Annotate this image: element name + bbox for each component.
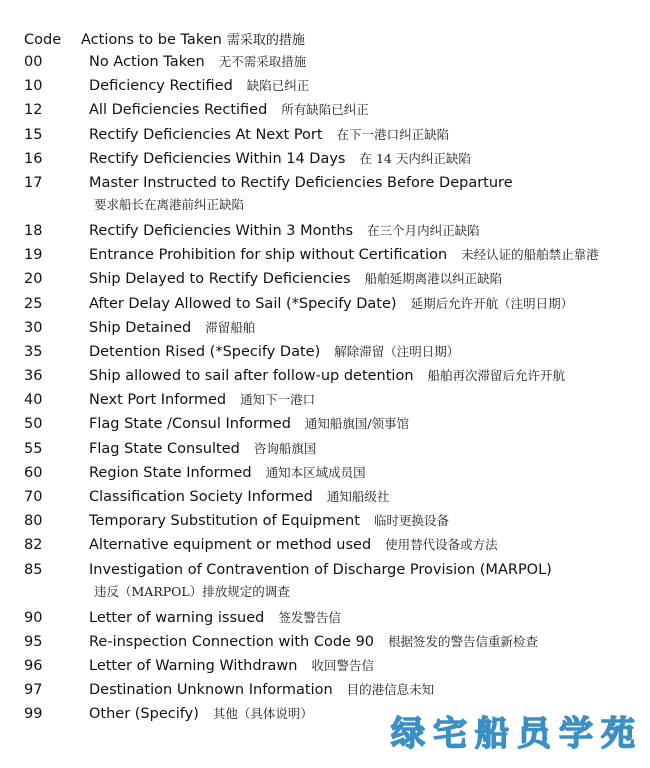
code-row-82: [24, 535, 644, 559]
actions-column-header: [81, 30, 305, 51]
row-desc-cn: 解除滞留（注明日期）: [334, 343, 460, 359]
row-description: [89, 439, 316, 459]
code-row-85: [24, 560, 644, 608]
row-desc-cn: 目的港信息未知: [346, 682, 435, 698]
row-desc-en: Flag State /Consul Informed: [89, 416, 291, 433]
row-code: 80: [24, 513, 43, 530]
row-desc-cn: 违反（MARPOL）排放规定的调查: [94, 583, 290, 599]
code-row-36: [24, 366, 644, 390]
row-description: [89, 366, 565, 386]
code-row-15: [24, 125, 644, 149]
code-row-10: [24, 76, 644, 100]
code-row-55: [24, 439, 644, 463]
row-code: 97: [24, 682, 43, 699]
row-desc-en: Rectify Deficiencies Within 3 Months: [89, 222, 354, 239]
row-description: [89, 221, 480, 241]
row-desc-cn: 在 14 天内纠正缺陷: [359, 150, 471, 166]
row-description: [89, 656, 374, 676]
row-code: 50: [24, 416, 43, 433]
row-desc-en: Temporary Substitution of Equipment: [89, 513, 360, 530]
row-desc-en: Deficiency Rectified: [89, 78, 233, 95]
row-code: 19: [24, 247, 43, 264]
row-description: [89, 511, 449, 531]
row-description: [89, 76, 309, 96]
row-desc-en: Ship Delayed to Rectify Deficiencies: [89, 271, 351, 288]
row-desc-en: Region State Informed: [89, 464, 252, 481]
row-desc-en: Rectify Deficiencies At Next Port: [89, 126, 323, 143]
row-code: 16: [24, 150, 43, 167]
code-row-17: [24, 173, 644, 221]
row-desc-cn: 在下一港口纠正缺陷: [336, 126, 450, 142]
row-description: [89, 680, 434, 700]
row-code: 40: [24, 392, 43, 409]
code-row-50: [24, 414, 644, 438]
row-desc-cn: 签发警告信: [278, 609, 341, 625]
row-desc-en: Letter of Warning Withdrawn: [89, 657, 298, 674]
row-code: 96: [24, 657, 43, 674]
row-code: 10: [24, 78, 43, 95]
row-desc-cn: 其他（具体说明）: [212, 706, 313, 722]
row-code: 90: [24, 609, 43, 626]
row-code: 60: [24, 464, 43, 481]
row-desc-cn: 滞留船舶: [205, 319, 256, 335]
row-desc-cn: 通知本区域成员国: [265, 464, 366, 480]
row-desc-en: Flag State Consulted: [89, 440, 240, 457]
code-row-00: [24, 52, 644, 76]
row-description: [89, 535, 498, 555]
code-row-12: [24, 100, 644, 124]
row-desc-cn: 要求船长在离港前纠正缺陷: [94, 196, 245, 212]
row-description: [89, 608, 341, 628]
row-desc-cn: 延期后允许开航（注明日期）: [410, 295, 574, 311]
row-desc-en: Detention Rised (*Specify Date): [89, 343, 321, 360]
code-row-25: [24, 294, 644, 318]
row-description: [89, 342, 459, 362]
row-description: [89, 414, 409, 434]
row-description: [89, 100, 369, 120]
row-code: 36: [24, 368, 43, 385]
row-desc-cn: 通知船级社: [326, 489, 390, 504]
code-column-header: Code: [24, 32, 62, 48]
code-row-96: [24, 656, 644, 680]
code-row-16: [24, 149, 644, 173]
watermark-logo: [388, 708, 638, 758]
row-desc-en: Rectify Deficiencies Within 14 Days: [89, 150, 346, 167]
row-description: [89, 463, 366, 483]
row-desc-en: Investigation of Contravention of Discharge Provision (MARPOL): [89, 561, 552, 578]
code-row-80: [24, 511, 644, 535]
row-desc-en: Re-inspection Connection with Code 90: [89, 633, 375, 650]
row-desc-cn: 未经认证的船舶禁止靠港: [461, 247, 599, 263]
row-desc-cn: 所有缺陷已纠正: [281, 102, 369, 118]
row-desc-cn: 收回警告信: [311, 657, 374, 673]
row-code: 12: [24, 102, 43, 119]
row-description: [89, 294, 573, 314]
row-description: [89, 149, 471, 169]
row-description: [89, 632, 538, 652]
row-description: [89, 318, 255, 338]
row-desc-en: Next Port Informed: [89, 392, 227, 409]
row-description: [89, 390, 315, 410]
row-code: 70: [24, 489, 43, 505]
row-desc-en: Letter of warning issued: [89, 609, 265, 626]
row-description: [89, 487, 389, 507]
row-desc-en: Classification Society Informed: [89, 489, 313, 505]
watermark-char: 学: [559, 713, 593, 754]
row-desc-en: All Deficiencies Rectified: [89, 102, 268, 119]
row-desc-en: Alternative equipment or method used: [89, 537, 372, 554]
row-desc-cn: 船舶再次滞留后允许开航: [427, 368, 566, 384]
row-desc-en: Entrance Prohibition for ship without Certification: [89, 247, 448, 264]
row-desc-cn: 船舶延期离港以纠正缺陷: [364, 271, 503, 287]
row-desc-en: After Delay Allowed to Sail (*Specify Date): [89, 295, 397, 312]
row-code: 55: [24, 440, 43, 457]
row-description: [89, 245, 599, 265]
row-description: [89, 269, 502, 289]
row-description: [89, 125, 449, 145]
watermark-char: 绿: [391, 713, 425, 754]
watermark-char: 员: [517, 713, 551, 754]
row-desc-cn: 无不需采取措施: [218, 54, 307, 69]
row-code: 15: [24, 126, 43, 143]
code-row-97: [24, 680, 644, 704]
row-desc-en: Ship Detained: [89, 319, 192, 336]
watermark-char: 船: [475, 713, 509, 754]
row-desc-en: Destination Unknown Information: [89, 682, 333, 699]
row-desc-cn: 咨询船旗国: [253, 440, 317, 456]
row-code: 95: [24, 633, 43, 650]
code-row-18: [24, 221, 644, 245]
row-desc-cn: 缺陷已纠正: [246, 78, 310, 94]
code-row-20: [24, 269, 644, 293]
code-row-30: [24, 318, 644, 342]
code-row-40: [24, 390, 644, 414]
row-desc-cn: 使用替代设备或方法: [385, 537, 498, 553]
row-description: [89, 704, 313, 724]
row-code: 18: [24, 222, 43, 239]
code-row-90: [24, 608, 644, 632]
code-list: [24, 52, 644, 729]
row-desc-cn: 通知船旗国/领事馆: [304, 416, 410, 432]
row-code: 30: [24, 319, 43, 336]
row-code: 20: [24, 271, 43, 288]
watermark-char: 宅: [433, 713, 467, 754]
row-code: 17: [24, 174, 43, 191]
row-code: 25: [24, 295, 43, 312]
row-desc-cn: 根据签发的警告信重新检查: [388, 633, 539, 649]
actions-header-cn: 需采取的措施: [226, 33, 305, 48]
row-description: [89, 52, 306, 72]
row-desc-en: Master Instructed to Rectify Deficiencies Before Departure: [89, 174, 513, 191]
row-code: 82: [24, 537, 43, 554]
code-row-35: [24, 342, 644, 366]
row-desc-en: No Action Taken: [89, 54, 205, 70]
row-code: 35: [24, 343, 43, 360]
row-desc-en: Other (Specify): [89, 706, 199, 723]
row-code: 00: [24, 54, 43, 70]
actions-header-en: Actions to be Taken: [81, 32, 222, 48]
watermark-char: 苑: [601, 713, 635, 754]
code-row-60: [24, 463, 644, 487]
row-desc-cn: 通知下一港口: [240, 392, 316, 408]
code-row-95: [24, 632, 644, 656]
row-code: 99: [24, 706, 43, 723]
code-row-70: [24, 487, 644, 511]
code-row-19: [24, 245, 644, 269]
row-desc-en: Ship allowed to sail after follow-up detention: [89, 368, 414, 385]
row-desc-cn: 在三个月内纠正缺陷: [367, 222, 480, 238]
row-code: 85: [24, 561, 43, 578]
row-desc-cn: 临时更换设备: [373, 513, 449, 529]
